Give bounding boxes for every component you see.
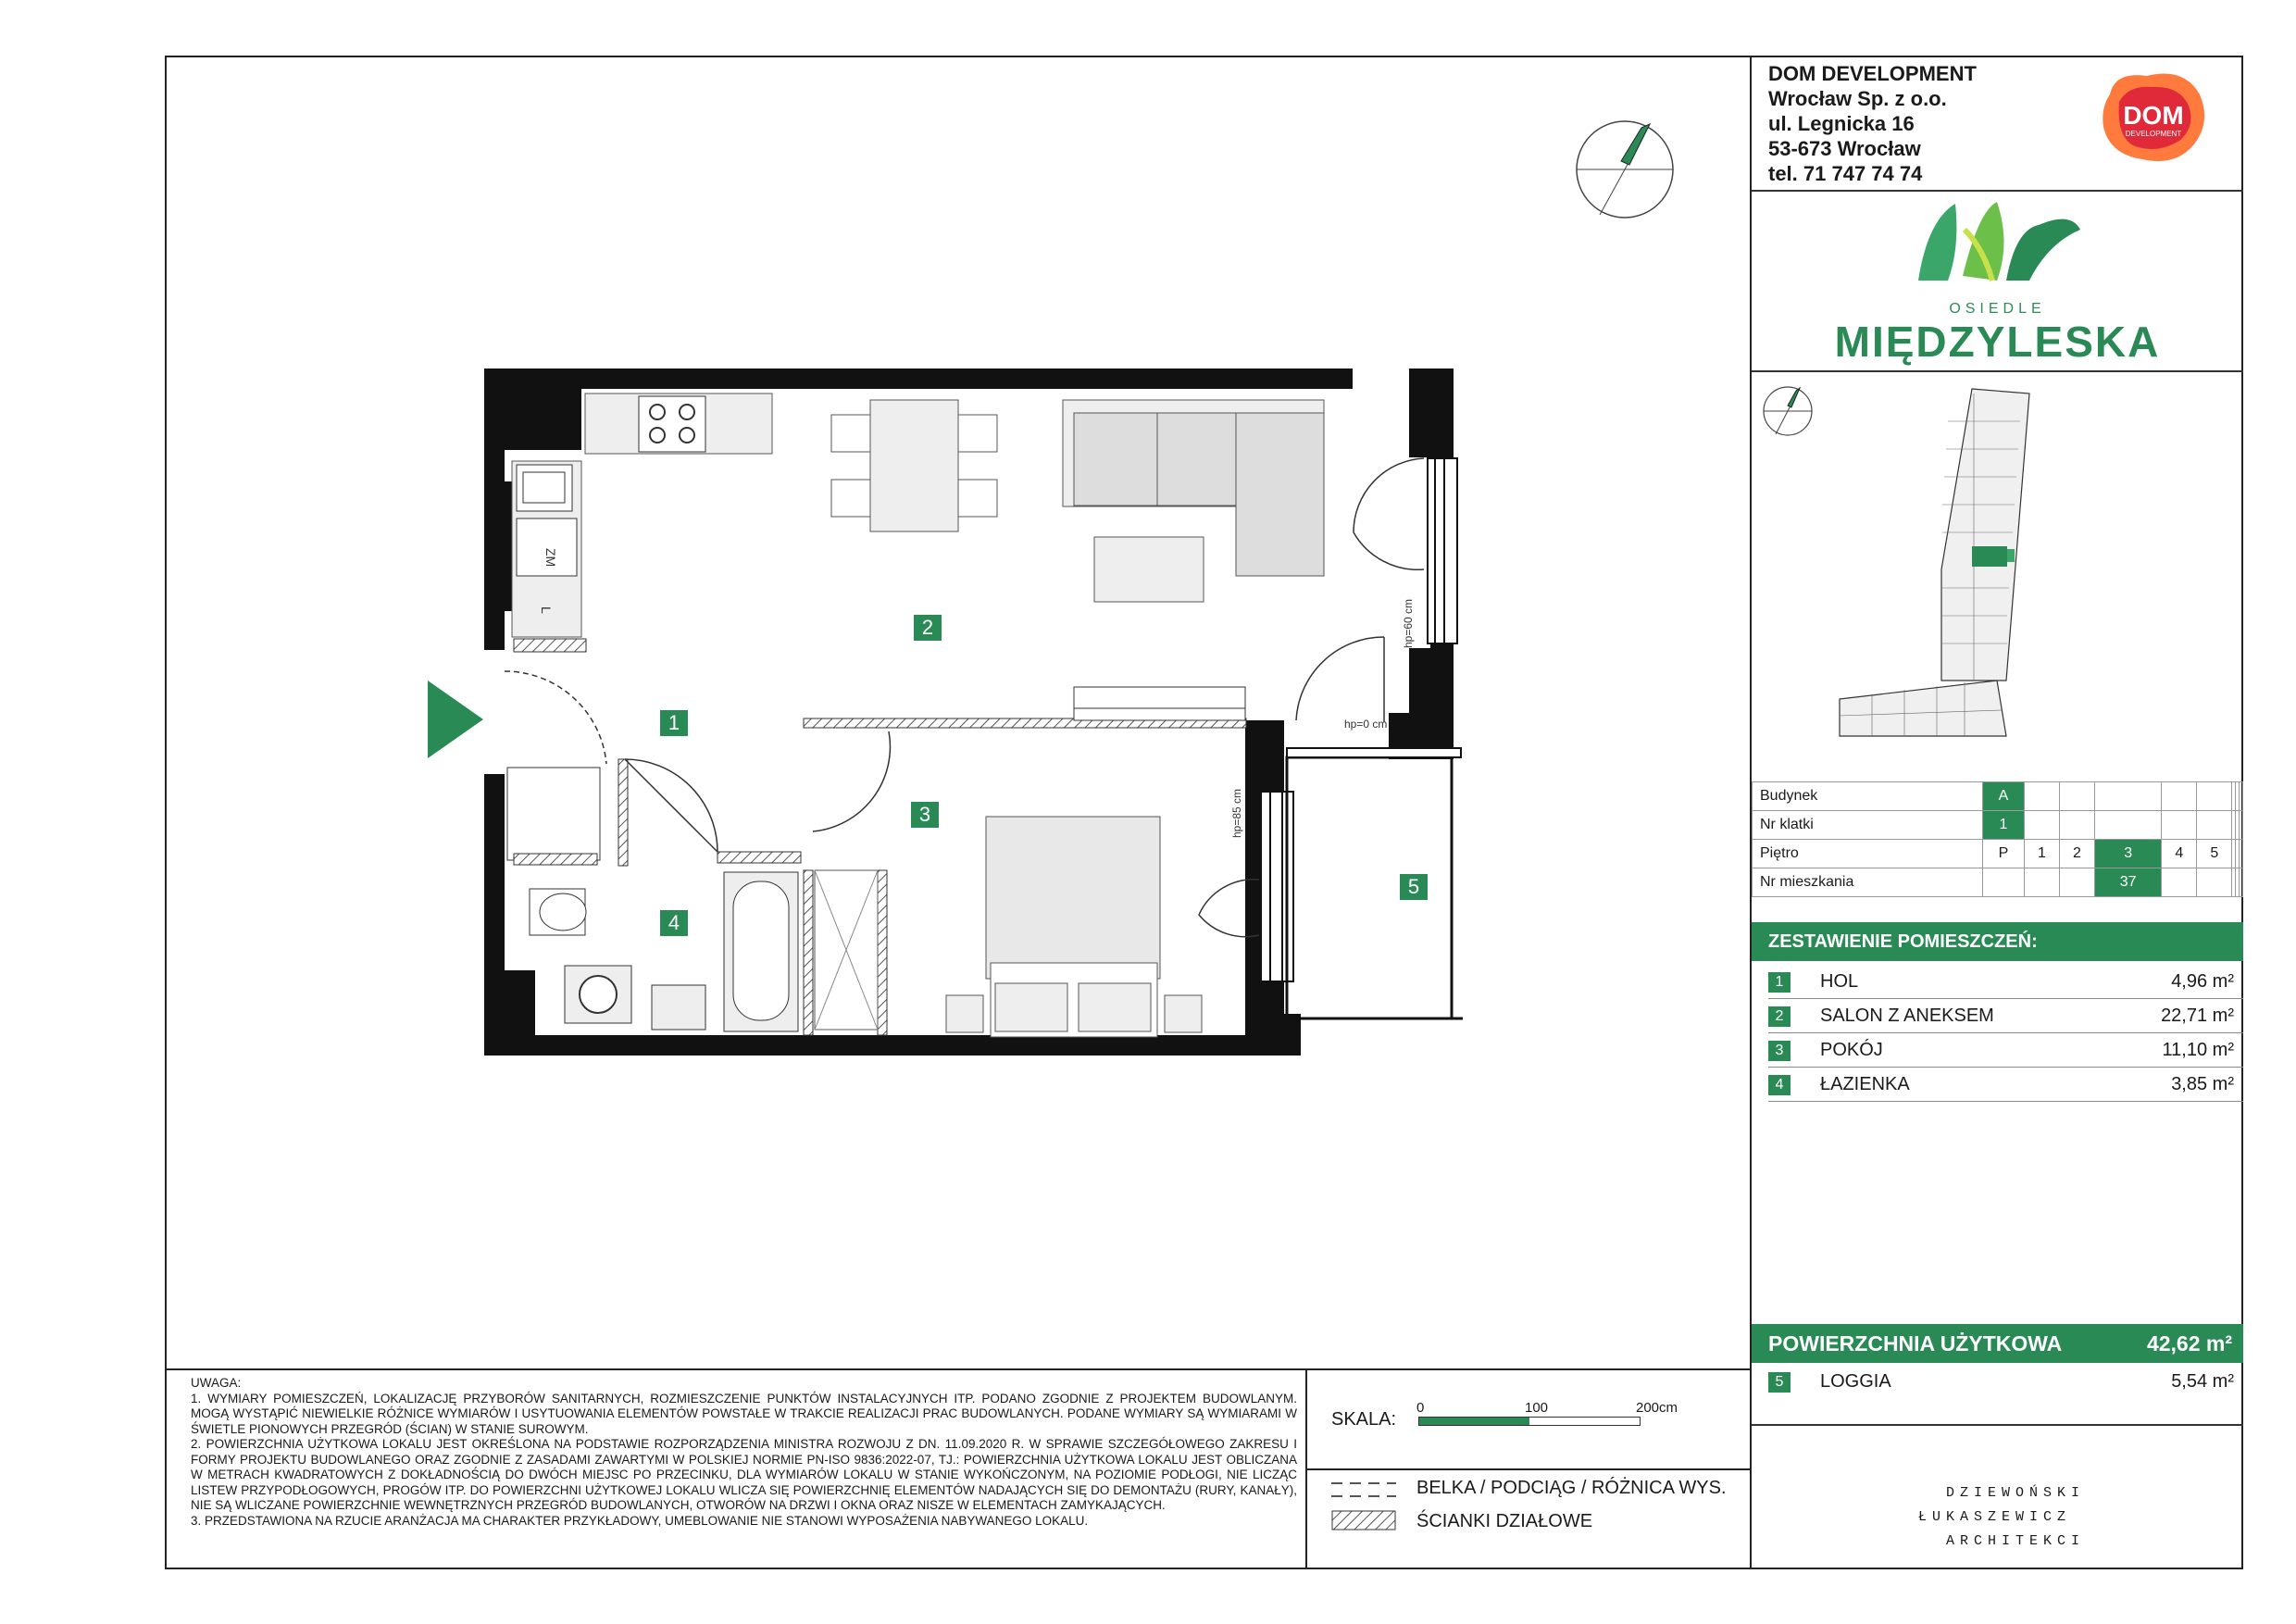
brand-title: MIĘDZYLESKA: [1834, 318, 2161, 366]
company-city: 53-673 Wrocław: [1768, 137, 1921, 160]
door-floor-label: hp=0 cm: [1344, 718, 1388, 731]
scale-tick-100: 100: [1525, 1400, 1549, 1416]
dom-logo: [2096, 67, 2212, 167]
info-table: [1752, 781, 2243, 897]
info-cell: [2059, 868, 2094, 897]
loggia-num: 5: [1768, 1372, 1791, 1393]
key-plan-compass-icon: [1761, 384, 1815, 438]
brand-subtitle: OSIEDLE: [1949, 301, 2046, 317]
scale-bar: [1418, 1417, 1641, 1426]
note-1: 1. WYMIARY POMIESZCZEŃ, LOKALIZACJĘ PRZYBORÓW SANITARNYCH, ROZMIESZCZENIE PUNKTÓW INSTALACYJNYCH ITP. PODANO ZGODNIE Z PROJEKTEM BUDOWLANYM. MOGĄ WYSTĄPIĆ NIEWIELKIE RÓŻNICE WYMIARÓW I USYTUOWANIA ELEMENTÓW POWSTAŁE W TRAKCIE REALIZACJI PRAC BUDOWLANYCH. PODANE WYMIARY SĄ WYMIARAMI W ŚWIETLE PIONOWYCH PRZEGRÓD (ŚCIAN) W STANIE SUROWYM.: [191, 1391, 1297, 1436]
info-cell: [2197, 811, 2232, 840]
info-cell: [2197, 782, 2232, 811]
total-area-value: 42,62 m²: [2146, 1331, 2232, 1355]
loggia-area: 5,54 m²: [2171, 1371, 2234, 1392]
door-room-label: hp=85 cm: [1230, 788, 1243, 838]
beam-legend-label: BELKA / PODCIĄG / RÓŻNICA WYS.: [1416, 1478, 1727, 1498]
room-area: 11,10 m²: [2162, 1040, 2234, 1060]
beam-legend-icon: [1331, 1480, 1396, 1500]
company-name: DOM DEVELOPMENT: [1768, 62, 1977, 85]
rooms-heading: ZESTAWIENIE POMIESZCZEŃ:: [1752, 922, 2243, 961]
architect-logo: [1918, 1481, 2085, 1554]
info-cell: [2197, 868, 2232, 897]
room-num: 2: [1768, 1006, 1791, 1027]
info-cell: 3: [2095, 840, 2162, 868]
info-cell: [2240, 868, 2243, 897]
room-num: 4: [1768, 1075, 1791, 1095]
room-area: 4,96 m²: [2171, 971, 2234, 992]
compass-icon: [1574, 119, 1676, 220]
dom-logo-text: DOM: [2123, 101, 2184, 130]
floor-plan: [407, 361, 1463, 1065]
info-row-label: Budynek: [1753, 782, 1983, 811]
info-cell: [2240, 811, 2243, 840]
notes-title: UWAGA:: [191, 1376, 242, 1390]
info-cell: 2: [2059, 840, 2094, 868]
info-row-label: Piętro: [1753, 840, 1983, 868]
company-phone: tel. 71 747 74 74: [1768, 162, 1923, 185]
room-name: POKÓJ: [1820, 1040, 1883, 1060]
info-cell: [2059, 782, 2094, 811]
room-row: [1768, 965, 2243, 999]
architect-line2: ŁUKASZEWICZ: [1918, 1509, 2072, 1525]
info-cell: [2095, 782, 2162, 811]
company-street: ul. Legnicka 16: [1768, 112, 1915, 135]
info-row: [1753, 840, 2243, 868]
company-info: [1768, 61, 1977, 186]
room-tag-5: 5: [1400, 874, 1428, 900]
scale-label: SKALA:: [1331, 1409, 1397, 1430]
room-name: SALON Z ANEKSEM: [1820, 1006, 1994, 1026]
company-entity: Wrocław Sp. z o.o.: [1768, 87, 1947, 110]
note-3: 3. PRZEDSTAWIONA NA RZUCIE ARANŻACJA MA CHARAKTER PRZYKŁADOWY, UMEBLOWANIE NIE STANOWI WYPOSAŻENIA NABYWANEGO LOKALU.: [191, 1513, 1089, 1528]
info-cell: [2024, 782, 2059, 811]
info-row-label: Nr klatki: [1753, 811, 1983, 840]
partition-legend-label: ŚCIANKI DZIAŁOWE: [1416, 1511, 1593, 1531]
door-balcony-label: hp=60 cm: [1402, 598, 1415, 648]
brand-logo: [1909, 193, 2085, 290]
legend-divider: [1307, 1468, 1752, 1470]
scale-tick-0: 0: [1416, 1400, 1425, 1416]
architect-line1: DZIEWOŃSKI: [1945, 1485, 2085, 1501]
loggia-row: [1768, 1365, 2243, 1398]
room-row: [1768, 999, 2243, 1033]
info-cell: [2059, 811, 2094, 840]
info-cell: [2162, 868, 2197, 897]
room-num: 3: [1768, 1041, 1791, 1061]
info-row: [1753, 811, 2243, 840]
total-area-label: POWIERZCHNIA UŻYTKOWA: [1768, 1331, 2063, 1355]
info-cell: [2240, 840, 2243, 868]
room-tag-3: 3: [911, 802, 939, 828]
room-name: ŁAZIENKA: [1820, 1074, 1910, 1094]
info-cell: [2024, 868, 2059, 897]
zm-label: ZM: [543, 548, 558, 568]
scale-legend-box: [1305, 1368, 1752, 1569]
room-row: [1768, 1068, 2243, 1102]
architect-line3: ARCHITEKCI: [1945, 1533, 2085, 1549]
info-cell: 4: [2162, 840, 2197, 868]
room-row: [1768, 1033, 2243, 1068]
fridge-label: L: [539, 606, 554, 614]
total-area-bar: [1752, 1324, 2243, 1363]
loggia-name: LOGGIA: [1820, 1371, 1891, 1392]
info-row: [1753, 868, 2243, 897]
info-cell: [2162, 811, 2197, 840]
key-plan: [1835, 384, 2094, 745]
room-area: 22,71 m²: [2161, 1006, 2234, 1026]
notes: [191, 1376, 1297, 1529]
info-cell: [2095, 811, 2162, 840]
dom-logo-subtext: DEVELOPMENT: [2125, 130, 2182, 138]
info-cell: 1: [1983, 811, 2025, 840]
room-tag-4: 4: [660, 910, 688, 936]
note-2: 2. POWIERZCHNIA UŻYTKOWA LOKALU JEST OKREŚLONA NA PODSTAWIE ROZPORZĄDZENIA MINISTRA ROZWOJU Z DN. 11.09.2020 R. W SPRAWIE SZCZEGÓŁOWEGO ZAKRESU I FORMY PROJEKTU BUDOWLANEGO ORAZ ZGODNIE Z ZASADAMI ZAWARTYMI W POLSKIEJ NORMIE PN-ISO 9836:2022-07, TJ.: POWIERZCHNIA UŻYTKOWA LOKALU JEST OBLICZANA W METRACH KWADRATOWYCH Z DOKŁADNOŚCIĄ DO DWÓCH MIEJSC PO PRZECINKU, DLA WYMIARÓW LOKALU W STANIE WYKOŃCZONYM, NA POZIOMIE PODŁOGI, NIE LICZĄC LISTEW PRZYPODŁOGOWYCH, PROGÓW ITP. DO POWIERZCHNI UŻYTKOWEJ LOKALU WLICZA SIĘ POWIERZCHNIĘ ELEMENTÓW NADAJĄCYCH SIĘ DO DEMONTAŻU (RURY, KANAŁY), NIE SĄ WLICZANE POWIERZCHNIE WEWNĘTRZNYCH PRZEGRÓD BUDOWLANYCH, OTWORÓW NA DRZWI I OKNA ORAZ NISZE W ELEMENTACH ZAMYKAJĄCYCH.: [191, 1437, 1297, 1512]
info-cell: A: [1983, 782, 2025, 811]
partition-legend-icon: [1331, 1510, 1396, 1530]
room-area: 3,85 m²: [2171, 1074, 2234, 1094]
info-row-label: Nr mieszkania: [1753, 868, 1983, 897]
info-row: [1753, 782, 2243, 811]
room-num: 1: [1768, 972, 1791, 993]
info-cell: P: [1983, 840, 2025, 868]
scale-bar-fill: [1419, 1418, 1529, 1425]
scale-tick-200: 200cm: [1636, 1400, 1678, 1416]
info-cell: [2240, 782, 2243, 811]
sidebar: [1750, 56, 2243, 1569]
room-name: HOL: [1820, 971, 1859, 992]
info-cell: [2024, 811, 2059, 840]
info-cell: [1983, 868, 2025, 897]
room-tag-1: 1: [660, 710, 688, 736]
info-cell: 37: [2095, 868, 2162, 897]
info-cell: [2162, 782, 2197, 811]
info-cell: 5: [2197, 840, 2232, 868]
info-cell: 1: [2024, 840, 2059, 868]
room-tag-2: 2: [914, 615, 942, 641]
